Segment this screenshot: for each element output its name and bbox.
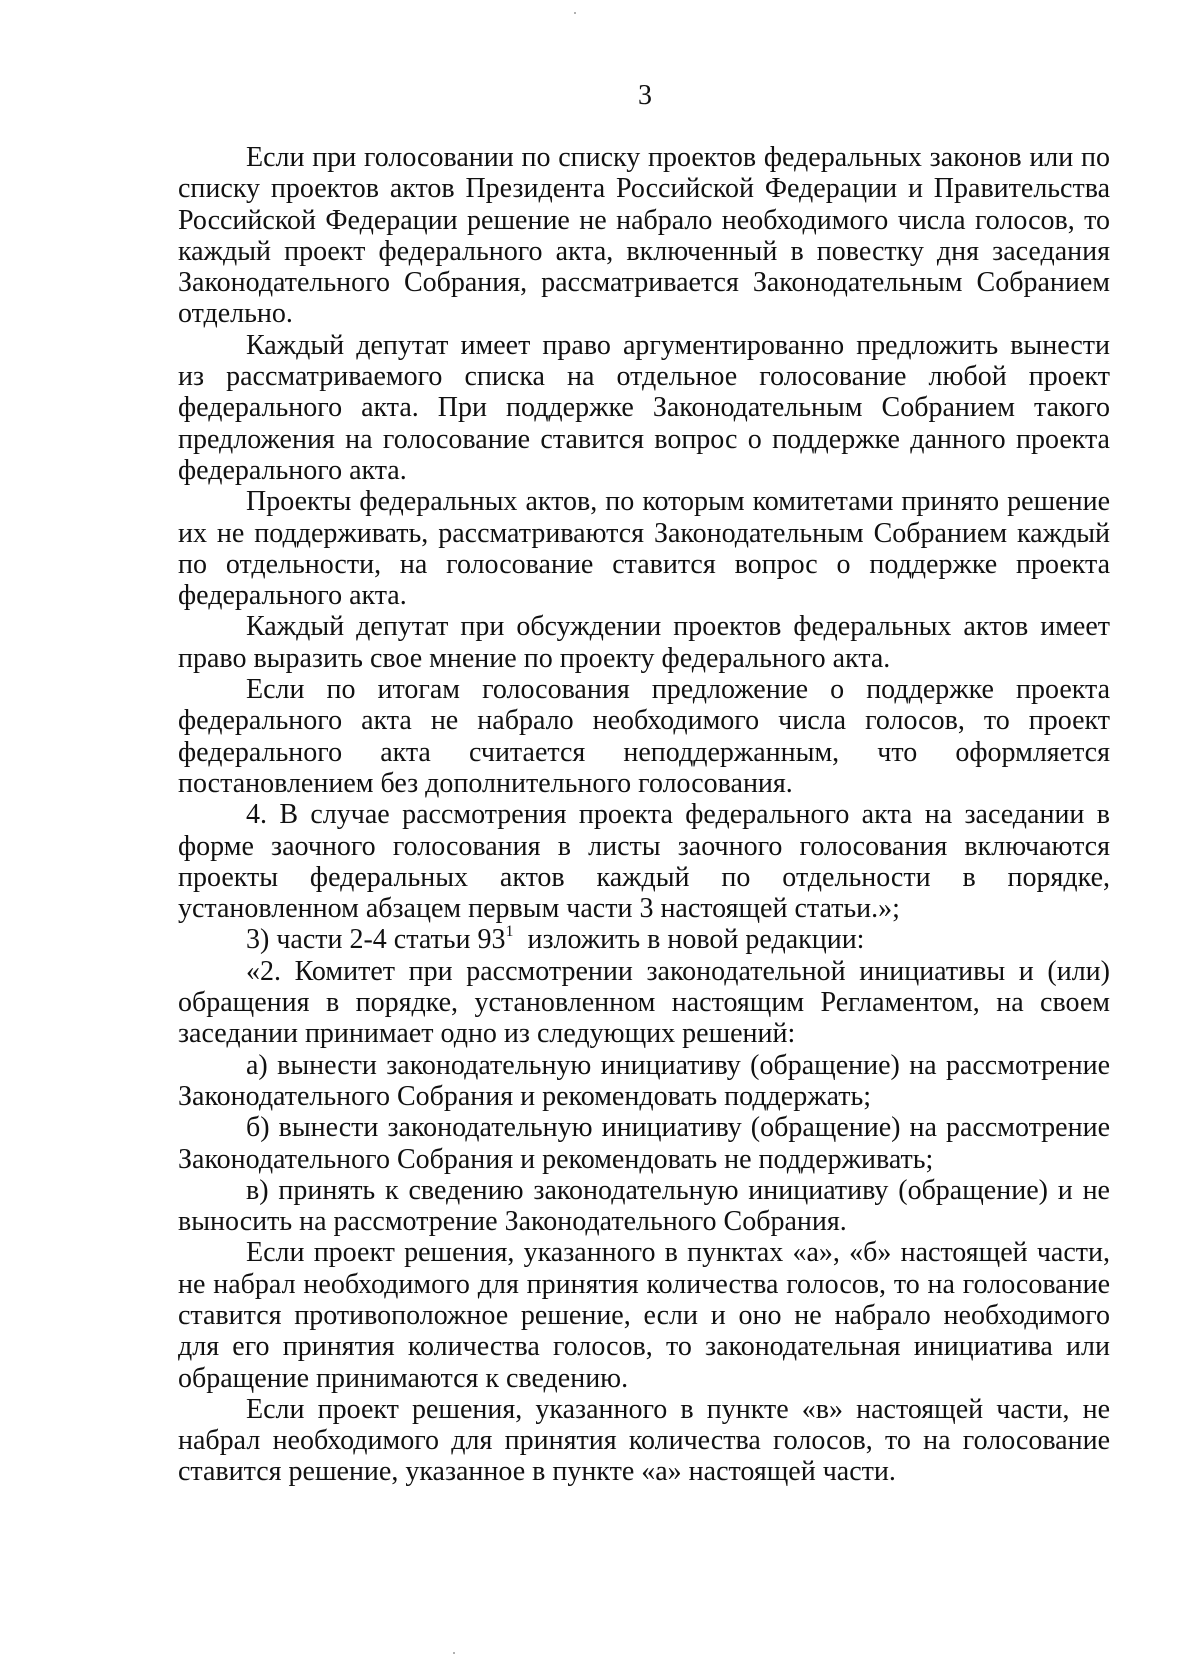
paragraph-vote-result: Если по итогам голосования предложение о поддержке проекта федерального акта не набрало необходимого числа голосов, то проект федерального акта считается неподдержанным, что оформляется постановлением без дополнительного голосования. [178, 674, 1110, 799]
paragraph-deputy-opinion: Каждый депутат при обсуждении проектов федеральных актов имеет право выразить свое мнение по проекту федерального акта. [178, 611, 1110, 674]
scan-artifact-bottom [453, 1652, 455, 1654]
paragraph-point-3-article-93 [178, 924, 1110, 955]
paragraph-option-v: в) принять к сведению законодательную инициативу (обращение) и не выносить на рассмотрение Законодательного Собрания. [178, 1174, 1110, 1238]
paragraph-unsupported-projects: Проекты федеральных актов, по которым комитетами принято решение их не поддерживать, рассматриваются Законодательным Собранием каждый по отдельности, на голосование ставится вопрос о поддержке проекта федерального акта. [178, 486, 1110, 612]
document-body [178, 142, 1110, 1488]
paragraph-point-4-absentee-vote: 4. В случае рассмотрения проекта федерального акта на заседании в форме заочного голосования в листы заочного голосования включаются проекты федеральных актов каждый по отдельности в порядке, установленном абзацем первым части 3 настоящей статьи.»; [178, 799, 1110, 925]
article-superscript: 1 [505, 923, 514, 941]
article-text-after: изложить в новой редакции: [513, 924, 865, 956]
paragraph-decision-a-b-failed: Если проект решения, указанного в пунктах «а», «б» настоящей части, не набрал необходимого для принятия количества голосов, то на голосование ставится противоположное решение, если и оно не набрало необходимого для его принятия количества голосов, то законодательная инициатива или обращение принимаются к сведению. [178, 1237, 1110, 1394]
paragraph-list-voting-failed: Если при голосовании по списку проектов федеральных законов или по списку проектов актов Президента Российской Федерации и Правительства Российской Федерации решение не набрало необходимого числа голосов, то каждый проект федерального акта, включенный в повестку дня заседания Законодательного Собрания, рассматривается Законодательным Собранием отдельно. [178, 142, 1110, 330]
scan-artifact-top [574, 12, 576, 14]
page-number: 3 [638, 80, 652, 111]
paragraph-decision-v-failed: Если проект решения, указанного в пункте «в» настоящей части, не набрал необходимого для принятия количества голосов, то на голосование ставится решение, указанное в пункте «а» настоящей части. [178, 1393, 1110, 1488]
paragraph-committee-decisions: «2. Комитет при рассмотрении законодательной инициативы и (или) обращения в порядке, установленном настоящим Регламентом, на своем заседании принимает одно из следующих решений: [178, 955, 1110, 1050]
paragraph-option-a: а) вынести законодательную инициативу (обращение) на рассмотрение Законодательного Собрания и рекомендовать поддержать; [178, 1049, 1110, 1112]
paragraph-option-b: б) вынести законодательную инициативу (обращение) на рассмотрение Законодательного Собрания и рекомендовать не поддерживать; [178, 1112, 1110, 1175]
paragraph-deputy-separate-vote: Каждый депутат имеет право аргументированно предложить вынести из рассматриваемого списка на отдельное голосование любой проект федерального акта. При поддержке Законодательным Собранием такого предложения на голосование ставится вопрос о поддержке данного проекта федерального акта. [178, 329, 1110, 486]
article-text-before: 3) части 2-4 статьи 93 [246, 924, 506, 956]
